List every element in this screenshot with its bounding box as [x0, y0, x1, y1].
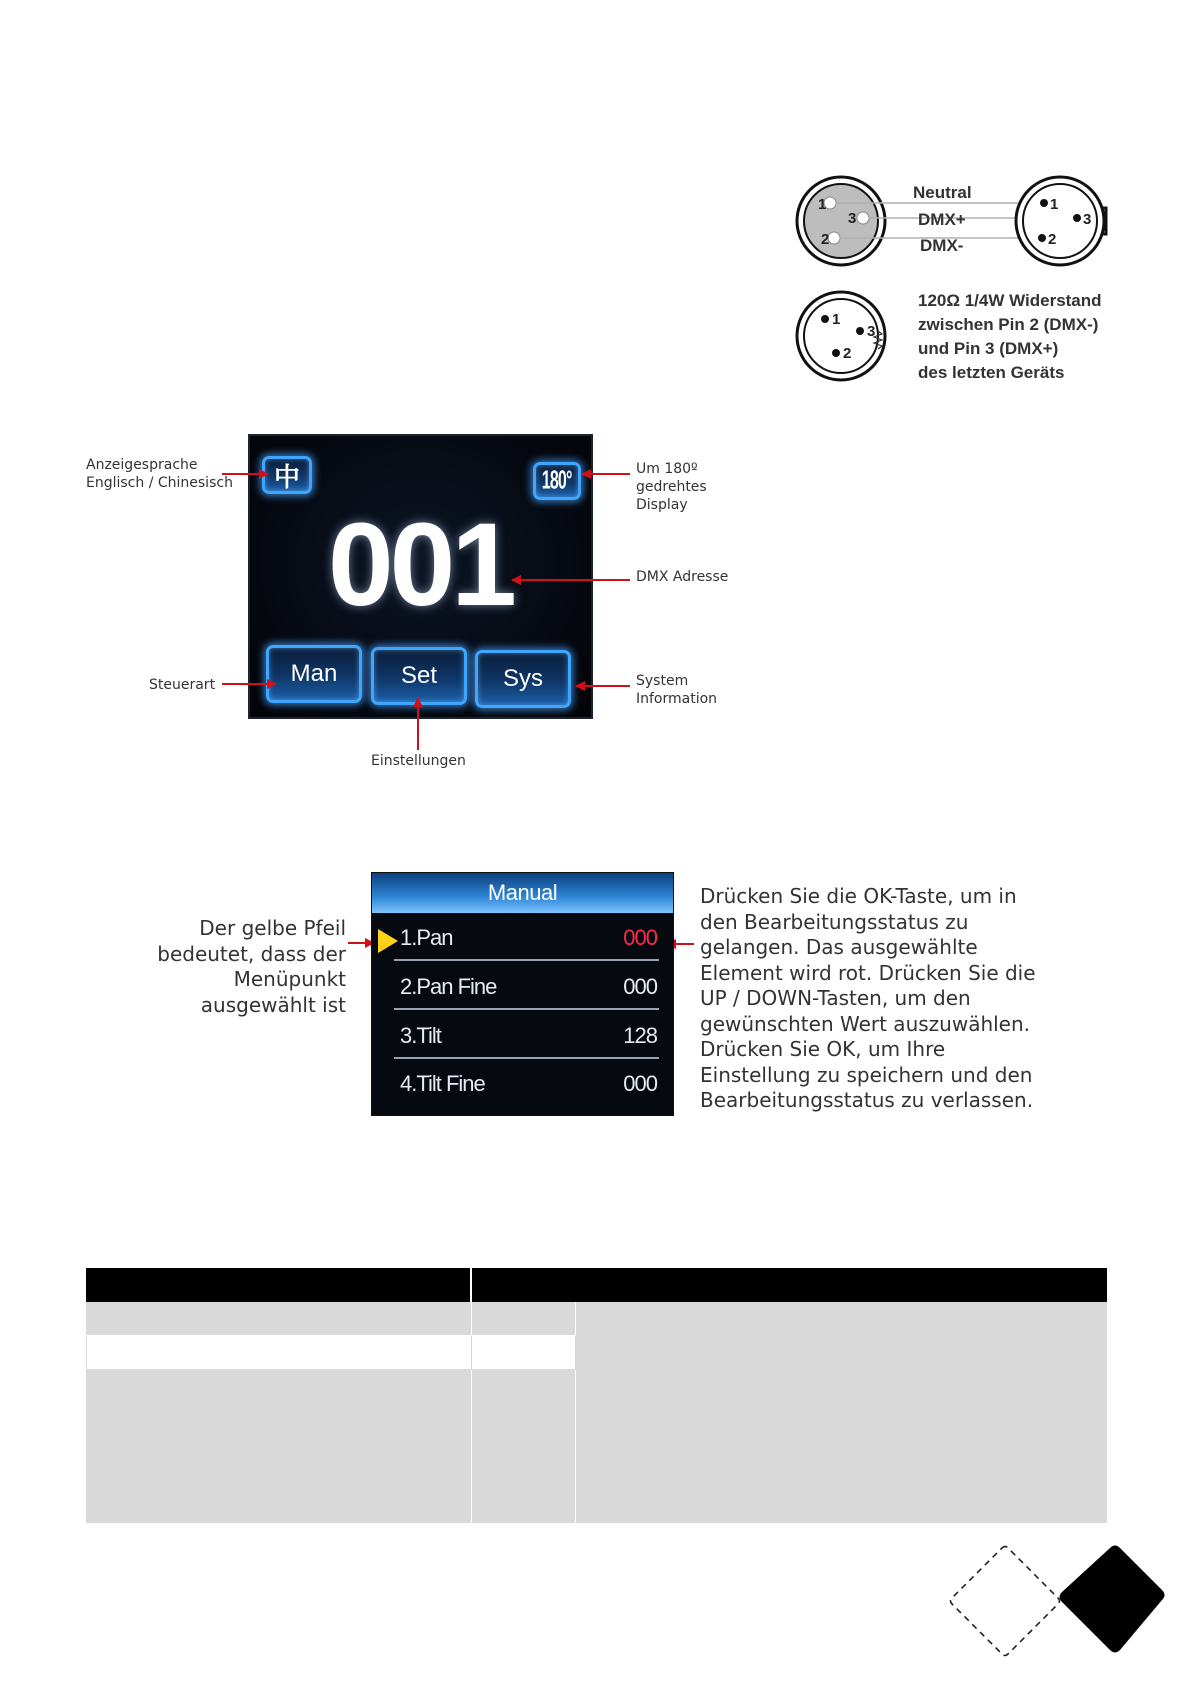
menu-item-value: 000 [623, 1071, 657, 1096]
xlr-connector-b [1016, 177, 1106, 265]
menu-item-label: 1.Pan [400, 925, 453, 950]
selection-arrow-icon [378, 929, 398, 953]
menu-item-value: 000 [623, 925, 657, 950]
table-header-cell [472, 1268, 1107, 1302]
rotate-display-button[interactable] [533, 462, 581, 500]
table-cell [472, 1336, 576, 1370]
menu-divider [394, 1057, 659, 1059]
annotation-control-mode: Steuerart [149, 677, 216, 693]
annotation-settings: Einstellungen [371, 753, 466, 769]
menu-item-tilt-fine[interactable] [372, 1063, 673, 1107]
terminator-text-line: zwischen Pin 2 (DMX-) [918, 315, 1099, 334]
table-cell [472, 1302, 576, 1336]
language-button[interactable]: 中 [262, 456, 312, 494]
terminator-text-line: 120Ω 1/4W Widerstand [918, 291, 1102, 310]
menu-item-label: 2.Pan Fine [400, 974, 497, 999]
rotate-display-label: 180° [542, 466, 572, 495]
menu-item-label: 4.Tilt Fine [400, 1071, 485, 1096]
wire-label-neutral: Neutral [913, 183, 972, 202]
table-cell [472, 1370, 576, 1523]
selected-arrow-explanation: Der gelbe Pfeil bedeutet, dass der Menüpunkt ausgewählt ist [157, 916, 346, 1017]
table-header-cell [86, 1268, 472, 1302]
menu-item-value: 000 [623, 974, 657, 999]
edit-instructions: Drücken Sie die OK-Taste, um in den Bearbeitungsstatus zu gelangen. Das ausgewählte Element wird rot. Drücken Sie die UP / DOWN-Tasten, um den gewünschten Wert auszuwählen. Drücken Sie OK, um Ihre Einstellung zu speichern und den Bearbeitungsstatus zu verlassen. [700, 884, 1036, 1112]
menu-item-value: 128 [623, 1023, 657, 1048]
page-corner-badge [940, 1540, 1170, 1670]
pin-label: 1 [818, 196, 827, 213]
xlr-connector-a [797, 177, 885, 265]
pin-label: 3 [1083, 211, 1092, 228]
pin-label: 3 [848, 210, 857, 227]
menu-item-pan[interactable] [372, 917, 673, 961]
annotation-dmx-address: DMX Adresse [636, 569, 729, 585]
menu-title: Manual [372, 873, 673, 913]
pin-label: 2 [843, 345, 852, 362]
table-merged-cell [576, 1302, 1107, 1523]
xlr-terminator [797, 292, 885, 380]
terminator-text-line: des letzten Geräts [918, 363, 1065, 382]
settings-button[interactable]: Set [371, 647, 467, 705]
manual-mode-button[interactable]: Man [266, 645, 362, 703]
menu-item-pan-fine[interactable] [372, 966, 673, 1010]
pin-label: 1 [1050, 196, 1059, 213]
menu-item-tilt[interactable] [372, 1015, 673, 1059]
dmx-address-readout: 001 [328, 499, 513, 631]
annotation-rotate: Um 180º gedrehtes Display [636, 461, 707, 513]
dmx-wiring-diagram [790, 170, 1120, 390]
table-cell [86, 1336, 472, 1370]
wire-label-dmx-plus: DMX+ [918, 210, 966, 229]
pin-label: 3 [867, 323, 876, 340]
menu-item-label: 3.Tilt [400, 1023, 441, 1048]
wire-label-dmx-minus: DMX- [920, 236, 964, 255]
terminator-text-line: und Pin 3 (DMX+) [918, 339, 1059, 358]
pin-label: 1 [832, 311, 841, 328]
table-cell [86, 1302, 472, 1336]
table-cell [86, 1370, 472, 1523]
annotation-system: System Information [636, 673, 718, 707]
pin-label: 2 [1048, 231, 1057, 248]
system-info-button[interactable]: Sys [475, 650, 571, 708]
pin-label: 2 [821, 231, 830, 248]
settings-table [86, 1268, 1107, 1523]
menu-divider [394, 959, 659, 961]
device-display-manual-menu [371, 872, 674, 1116]
menu-divider [394, 1008, 659, 1010]
device-display-home [248, 434, 593, 719]
annotation-language: Anzeigesprache Englisch / Chinesisch [86, 457, 233, 491]
